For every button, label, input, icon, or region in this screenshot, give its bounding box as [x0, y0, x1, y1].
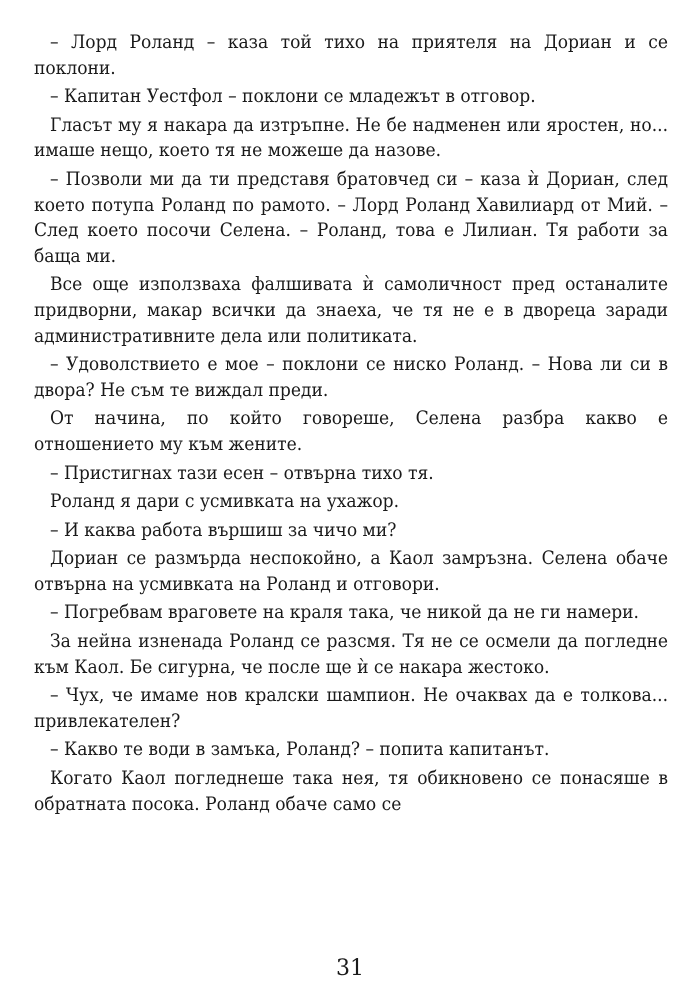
paragraph: – И каква работа вършиш за чичо ми? [50, 518, 397, 541]
paragraph: – Капитан Уестфол – поклони се младежът в отговор. [50, 85, 536, 108]
paragraph: – Погребвам враговете на краля така, че никой да не ги намери. [50, 601, 639, 624]
paragraph: – Позволи ми да ти представя братовчед си – каза ѝ Дориан, след което потупа Роланд по рамото. – Лорд Роланд Хавилиард от Мий. – След което посочи Селена. – Роланд, това е Лилиан. Тя работи за баща ми. [34, 167, 668, 267]
paragraph: За нейна изненада Роланд се разсмя. Тя не се осмели да погледне към Каол. Бе сигурна, че после ще ѝ се накара жестоко. [34, 630, 668, 678]
paragraph: – Какво те води в замъка, Роланд? – попита капитанът. [50, 738, 550, 761]
paragraph: Когато Каол погледнеше така нея, тя обикновено се понасяше в обратната посока. Роланд обаче само се [34, 767, 668, 815]
paragraph: Все още използваха фалшивата ѝ самоличност пред останалите придворни, макар всички да знаеха, че тя не е в двореца заради административните дела или политиката. [34, 273, 668, 347]
paragraph: – Чух, че имаме нов кралски шампион. Не очаквах да е толкова... привлекателен? [34, 684, 668, 732]
paragraph: Дориан се размърда неспокойно, а Каол замръзна. Селена обаче отвърна на усмивката на Роланд и отговори. [34, 547, 668, 595]
paragraph: От начина, по който говореше, Селена разбра какво е отношението му към жените. [34, 407, 668, 455]
paragraph: – Лорд Роланд – каза той тихо на приятеля на Дориан и се поклони. [34, 31, 668, 79]
page-body [34, 30, 668, 820]
paragraph: – Удоволствието е мое – поклони се ниско Роланд. – Нова ли си в двора? Не съм те виждал преди. [34, 353, 668, 401]
paragraph: – Пристигнах тази есен – отвърна тихо тя. [50, 461, 434, 484]
paragraph: Гласът му я накара да изтръпне. Не бе надменен или яростен, но... имаше нещо, което тя не можеше да назове. [34, 113, 668, 162]
paragraph: Роланд я дари с усмивката на ухажор. [50, 490, 399, 513]
page-number: 31 [336, 956, 364, 981]
